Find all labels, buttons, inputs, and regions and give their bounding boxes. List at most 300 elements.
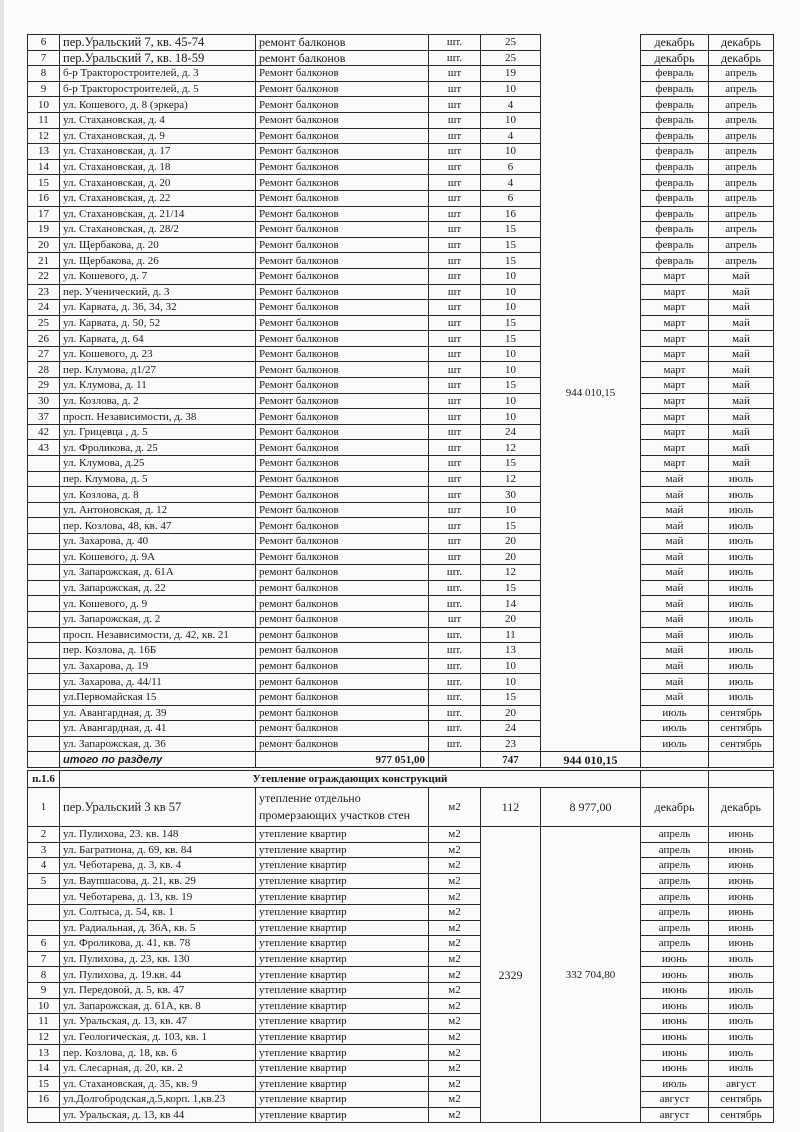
quantity-cell: 11 — [481, 627, 541, 643]
work-type-cell: утепление отдельно промерзающих участков стен — [256, 788, 429, 827]
quantity-cell: 10 — [481, 112, 541, 128]
end-month-cell: июнь — [709, 936, 774, 952]
address-cell: ул. Клумова, д.25 — [60, 456, 256, 472]
start-month-cell: февраль — [641, 97, 709, 113]
table-row — [28, 565, 774, 581]
table-row — [28, 858, 774, 874]
row-number: 26 — [28, 331, 60, 347]
start-month-cell: март — [641, 331, 709, 347]
unit-cell: шт — [429, 66, 481, 82]
work-type-cell: утепление квартир — [256, 842, 429, 858]
start-month-cell: апрель — [641, 858, 709, 874]
unit-cell: м2 — [429, 788, 481, 827]
quantity-cell: 20 — [481, 534, 541, 550]
end-month-cell: июль — [709, 998, 774, 1014]
start-month-cell: март — [641, 378, 709, 394]
unit-cell: шт — [429, 487, 481, 503]
table-row — [28, 936, 774, 952]
work-type-cell: Ремонт балконов — [256, 331, 429, 347]
row-number: 23 — [28, 284, 60, 300]
end-month-cell: май — [709, 378, 774, 394]
table-row — [28, 81, 774, 97]
address-cell: пер.Уральский 7, кв. 18-59 — [60, 50, 256, 66]
start-month-cell: июль — [641, 721, 709, 737]
balcony-repair-table — [27, 34, 774, 768]
start-month-cell: август — [641, 1092, 709, 1108]
table-row — [28, 580, 774, 596]
row-number: 1 — [28, 788, 60, 827]
row-number — [28, 456, 60, 472]
total-amount: 944 010,15 — [541, 752, 641, 768]
end-month-cell: июль — [709, 565, 774, 581]
end-month-cell: июнь — [709, 827, 774, 843]
end-month-cell: июнь — [709, 842, 774, 858]
address-cell: пер. Козлова, д. 18, кв. 6 — [60, 1045, 256, 1061]
work-type-cell: Ремонт балконов — [256, 284, 429, 300]
quantity-cell: 15 — [481, 378, 541, 394]
work-type-cell: Ремонт балконов — [256, 409, 429, 425]
table-row — [28, 1092, 774, 1108]
end-month-cell: июль — [709, 611, 774, 627]
unit-cell: шт. — [429, 705, 481, 721]
row-number — [28, 549, 60, 565]
address-cell: ул. Чеботарева, д. 3, кв. 4 — [60, 858, 256, 874]
unit-cell: шт — [429, 440, 481, 456]
end-month-cell: июль — [709, 502, 774, 518]
unit-cell: шт — [429, 346, 481, 362]
unit-cell: шт — [429, 518, 481, 534]
address-cell: ул. Щербакова, д. 20 — [60, 237, 256, 253]
table-row — [28, 705, 774, 721]
work-type-cell: утепление квартир — [256, 858, 429, 874]
unit-cell: шт. — [429, 50, 481, 66]
section-title: Утепление ограждающих конструкций — [60, 771, 641, 788]
unit-cell: шт — [429, 409, 481, 425]
merged-amount-cell: 944 010,15 — [541, 35, 641, 752]
start-month-cell: май — [641, 627, 709, 643]
address-cell: ул. Слесарная, д. 20, кв. 2 — [60, 1060, 256, 1076]
empty-cell — [429, 752, 481, 768]
row-number — [28, 487, 60, 503]
start-month-cell: май — [641, 611, 709, 627]
table-row — [28, 842, 774, 858]
address-cell: ул. Авангардная, д. 39 — [60, 705, 256, 721]
row-number — [28, 643, 60, 659]
work-type-cell: Ремонт балконов — [256, 456, 429, 472]
start-month-cell: июнь — [641, 967, 709, 983]
unit-cell: шт. — [429, 643, 481, 659]
row-number: 30 — [28, 393, 60, 409]
address-cell: пер. Козлова, 48, кв. 47 — [60, 518, 256, 534]
work-type-cell: Ремонт балконов — [256, 175, 429, 191]
address-cell: ул. Уральская, д. 13, кв 44 — [60, 1107, 256, 1123]
start-month-cell: май — [641, 689, 709, 705]
table-row — [28, 518, 774, 534]
quantity-cell: 4 — [481, 97, 541, 113]
start-month-cell: май — [641, 674, 709, 690]
start-month-cell: июнь — [641, 982, 709, 998]
section-total-row — [28, 752, 774, 768]
row-number: 7 — [28, 951, 60, 967]
table-row — [28, 456, 774, 472]
end-month-cell: июль — [709, 518, 774, 534]
quantity-cell: 12 — [481, 440, 541, 456]
end-month-cell: июль — [709, 1029, 774, 1045]
row-number: 24 — [28, 300, 60, 316]
table-row — [28, 1107, 774, 1123]
work-type-cell: утепление квартир — [256, 1092, 429, 1108]
quantity-cell: 15 — [481, 580, 541, 596]
unit-cell: м2 — [429, 1060, 481, 1076]
work-type-cell: Ремонт балконов — [256, 315, 429, 331]
end-month-cell: июль — [709, 580, 774, 596]
empty-cell — [641, 752, 709, 768]
table-row — [28, 440, 774, 456]
start-month-cell: июль — [641, 705, 709, 721]
row-number: 37 — [28, 409, 60, 425]
table-row — [28, 1076, 774, 1092]
unit-cell: шт — [429, 611, 481, 627]
table-row — [28, 951, 774, 967]
end-month-cell: сентябрь — [709, 1107, 774, 1123]
address-cell: ул. Стахановская, д. 17 — [60, 144, 256, 160]
start-month-cell: апрель — [641, 936, 709, 952]
end-month-cell: май — [709, 331, 774, 347]
end-month-cell: декабрь — [709, 50, 774, 66]
start-month-cell: февраль — [641, 175, 709, 191]
unit-cell: м2 — [429, 920, 481, 936]
unit-cell: шт — [429, 175, 481, 191]
start-month-cell: август — [641, 1107, 709, 1123]
quantity-cell: 10 — [481, 674, 541, 690]
address-cell: ул. Пулихова, д. 23, кв. 130 — [60, 951, 256, 967]
unit-cell: м2 — [429, 982, 481, 998]
row-number — [28, 1107, 60, 1123]
table-row — [28, 658, 774, 674]
row-number: 10 — [28, 97, 60, 113]
start-month-cell: март — [641, 315, 709, 331]
end-month-cell: апрель — [709, 253, 774, 269]
quantity-cell: 10 — [481, 144, 541, 160]
start-month-cell: март — [641, 409, 709, 425]
quantity-cell: 14 — [481, 596, 541, 612]
start-month-cell: апрель — [641, 904, 709, 920]
unit-cell: м2 — [429, 1045, 481, 1061]
table-row — [28, 549, 774, 565]
work-type-cell: Ремонт балконов — [256, 518, 429, 534]
work-type-cell: ремонт балконов — [256, 627, 429, 643]
start-month-cell: март — [641, 268, 709, 284]
table-row — [28, 904, 774, 920]
row-number — [28, 689, 60, 705]
table-row — [28, 393, 774, 409]
address-cell: пер. Клумова, д1/27 — [60, 362, 256, 378]
end-month-cell: сентябрь — [709, 721, 774, 737]
work-type-cell: Ремонт балконов — [256, 206, 429, 222]
end-month-cell: май — [709, 284, 774, 300]
address-cell: ул. Карвата, д. 36, 34, 32 — [60, 300, 256, 316]
address-cell: ул. Стахановская, д. 9 — [60, 128, 256, 144]
table-row — [28, 596, 774, 612]
address-cell: ул. Кошевого, д. 9 — [60, 596, 256, 612]
start-month-cell: февраль — [641, 206, 709, 222]
table-row — [28, 253, 774, 269]
unit-cell: шт — [429, 300, 481, 316]
unit-cell: шт — [429, 112, 481, 128]
end-month-cell: июль — [709, 689, 774, 705]
quantity-cell: 12 — [481, 565, 541, 581]
start-month-cell: май — [641, 487, 709, 503]
work-type-cell: утепление квартир — [256, 1045, 429, 1061]
work-type-cell: Ремонт балконов — [256, 128, 429, 144]
start-month-cell: май — [641, 643, 709, 659]
end-month-cell: июль — [709, 1060, 774, 1076]
work-type-cell: утепление квартир — [256, 1107, 429, 1123]
end-month-cell: июль — [709, 658, 774, 674]
address-cell: ул. Захарова, д. 19 — [60, 658, 256, 674]
address-cell: ул. Фроликова, д. 41, кв. 78 — [60, 936, 256, 952]
end-month-cell: июнь — [709, 873, 774, 889]
table-row — [28, 827, 774, 843]
address-cell: ул. Козлова, д. 2 — [60, 393, 256, 409]
unit-cell: м2 — [429, 1029, 481, 1045]
work-type-cell: утепление квартир — [256, 967, 429, 983]
row-number — [28, 904, 60, 920]
table-row — [28, 643, 774, 659]
unit-cell: м2 — [429, 827, 481, 843]
end-month-cell: июль — [709, 596, 774, 612]
work-type-cell: Ремонт балконов — [256, 222, 429, 238]
row-number: 16 — [28, 1092, 60, 1108]
row-number: 6 — [28, 35, 60, 51]
address-cell: ул. Ваупшасова, д. 21, кв. 29 — [60, 873, 256, 889]
start-month-cell: февраль — [641, 253, 709, 269]
table-row — [28, 471, 774, 487]
row-number: 8 — [28, 967, 60, 983]
unit-cell: шт — [429, 159, 481, 175]
work-type-cell: Ремонт балконов — [256, 502, 429, 518]
work-type-cell: ремонт балконов — [256, 580, 429, 596]
address-cell: ул. Клумова, д. 11 — [60, 378, 256, 394]
unit-cell: м2 — [429, 1107, 481, 1123]
table-row — [28, 689, 774, 705]
end-month-cell: июль — [709, 674, 774, 690]
start-month-cell: март — [641, 456, 709, 472]
unit-cell: м2 — [429, 967, 481, 983]
end-month-cell: май — [709, 300, 774, 316]
row-number: 19 — [28, 222, 60, 238]
quantity-cell: 6 — [481, 159, 541, 175]
unit-cell: шт. — [429, 596, 481, 612]
unit-cell: шт. — [429, 736, 481, 752]
table-row — [28, 736, 774, 752]
table-row — [28, 190, 774, 206]
start-month-cell: декабрь — [641, 35, 709, 51]
start-month-cell: май — [641, 502, 709, 518]
start-month-cell: март — [641, 346, 709, 362]
table-row — [28, 889, 774, 905]
quantity-cell: 24 — [481, 424, 541, 440]
table-row — [28, 112, 774, 128]
quantity-cell: 15 — [481, 689, 541, 705]
address-cell: ул. Захарова, д. 44/11 — [60, 674, 256, 690]
end-month-cell: сентябрь — [709, 1092, 774, 1108]
table-row — [28, 534, 774, 550]
quantity-cell: 20 — [481, 705, 541, 721]
address-cell: ул. Антоновская, д. 12 — [60, 502, 256, 518]
row-number: 11 — [28, 1014, 60, 1030]
row-number: 14 — [28, 159, 60, 175]
end-month-cell: декабрь — [709, 35, 774, 51]
amount-cell: 8 977,00 — [541, 788, 641, 827]
work-type-cell: Ремонт балконов — [256, 144, 429, 160]
end-month-cell: июль — [709, 643, 774, 659]
start-month-cell: апрель — [641, 827, 709, 843]
quantity-cell: 10 — [481, 502, 541, 518]
row-number: 21 — [28, 253, 60, 269]
start-month-cell: март — [641, 300, 709, 316]
row-number: 4 — [28, 858, 60, 874]
end-month-cell: июль — [709, 1014, 774, 1030]
scan-edge — [0, 0, 4, 1132]
table-row — [28, 378, 774, 394]
quantity-cell: 10 — [481, 300, 541, 316]
unit-cell: м2 — [429, 842, 481, 858]
unit-cell: шт — [429, 378, 481, 394]
unit-cell: шт. — [429, 565, 481, 581]
row-number: 42 — [28, 424, 60, 440]
address-cell: ул. Кошевого, д. 9А — [60, 549, 256, 565]
work-type-cell: Ремонт балконов — [256, 253, 429, 269]
work-type-cell: ремонт балконов — [256, 674, 429, 690]
address-cell: ул. Карвата, д. 64 — [60, 331, 256, 347]
end-month-cell: май — [709, 440, 774, 456]
quantity-cell: 10 — [481, 362, 541, 378]
unit-cell: шт — [429, 456, 481, 472]
table-row — [28, 502, 774, 518]
table-row — [28, 66, 774, 82]
unit-cell: шт — [429, 81, 481, 97]
start-month-cell: апрель — [641, 889, 709, 905]
row-number — [28, 596, 60, 612]
total-sum: 977 051,00 — [256, 752, 429, 768]
work-type-cell: Ремонт балконов — [256, 440, 429, 456]
end-month-cell: июль — [709, 471, 774, 487]
quantity-cell: 24 — [481, 721, 541, 737]
quantity-cell: 10 — [481, 658, 541, 674]
work-type-cell: Ремонт балконов — [256, 81, 429, 97]
work-type-cell: Ремонт балконов — [256, 378, 429, 394]
address-cell: ул. Стахановская, д. 20 — [60, 175, 256, 191]
unit-cell: шт — [429, 393, 481, 409]
quantity-cell: 10 — [481, 268, 541, 284]
unit-cell: шт — [429, 268, 481, 284]
start-month-cell: май — [641, 658, 709, 674]
address-cell: ул. Стахановская, д. 22 — [60, 190, 256, 206]
unit-cell: м2 — [429, 904, 481, 920]
unit-cell: шт. — [429, 721, 481, 737]
row-number: 10 — [28, 998, 60, 1014]
unit-cell: шт — [429, 128, 481, 144]
start-month-cell: май — [641, 549, 709, 565]
start-month-cell: июнь — [641, 1029, 709, 1045]
row-number: 13 — [28, 144, 60, 160]
end-month-cell: июль — [709, 1045, 774, 1061]
row-number — [28, 721, 60, 737]
table-row — [28, 206, 774, 222]
start-month-cell: май — [641, 471, 709, 487]
unit-cell: м2 — [429, 951, 481, 967]
quantity-cell: 20 — [481, 611, 541, 627]
start-month-cell: июнь — [641, 998, 709, 1014]
table-row — [28, 128, 774, 144]
address-cell: просп. Независимости, д. 38 — [60, 409, 256, 425]
end-month-cell: май — [709, 424, 774, 440]
work-type-cell: ремонт балконов — [256, 721, 429, 737]
table-row — [28, 237, 774, 253]
table-row — [28, 1029, 774, 1045]
table-row — [28, 300, 774, 316]
end-month-cell: апрель — [709, 128, 774, 144]
start-month-cell: февраль — [641, 159, 709, 175]
address-cell: ул. Солтыса, д. 54, кв. 1 — [60, 904, 256, 920]
total-label: итого по разделу — [60, 752, 256, 768]
end-month-cell: июль — [709, 534, 774, 550]
work-type-cell: утепление квартир — [256, 1029, 429, 1045]
table-row — [28, 788, 774, 827]
quantity-cell: 30 — [481, 487, 541, 503]
end-month-cell: май — [709, 315, 774, 331]
address-cell: ул. Стахановская, д. 35, кв. 9 — [60, 1076, 256, 1092]
work-type-cell: Ремонт балконов — [256, 190, 429, 206]
work-type-cell: ремонт балконов — [256, 596, 429, 612]
table-row — [28, 50, 774, 66]
row-number: 29 — [28, 378, 60, 394]
start-month-cell: февраль — [641, 190, 709, 206]
end-month-cell: декабрь — [709, 788, 774, 827]
table-row — [28, 674, 774, 690]
end-month-cell: сентябрь — [709, 736, 774, 752]
work-type-cell: Ремонт балконов — [256, 159, 429, 175]
section-header-row — [28, 771, 774, 788]
unit-cell: шт — [429, 315, 481, 331]
row-number: 28 — [28, 362, 60, 378]
start-month-cell: май — [641, 580, 709, 596]
row-number: 3 — [28, 842, 60, 858]
row-number: 12 — [28, 1029, 60, 1045]
quantity-cell: 25 — [481, 35, 541, 51]
row-number: 12 — [28, 128, 60, 144]
unit-cell: шт — [429, 502, 481, 518]
start-month-cell: февраль — [641, 128, 709, 144]
address-cell: ул. Стахановская, д. 21/14 — [60, 206, 256, 222]
address-cell: ул. Багратиона, д. 69, кв. 84 — [60, 842, 256, 858]
quantity-cell: 10 — [481, 346, 541, 362]
unit-cell: шт — [429, 206, 481, 222]
unit-cell: шт — [429, 253, 481, 269]
quantity-cell: 15 — [481, 456, 541, 472]
address-cell: ул. Запарожская, д. 22 — [60, 580, 256, 596]
end-month-cell: май — [709, 362, 774, 378]
work-type-cell: утепление квартир — [256, 920, 429, 936]
row-number — [28, 705, 60, 721]
unit-cell: шт. — [429, 689, 481, 705]
address-cell: ул. Геологическая, д. 103, кв. 1 — [60, 1029, 256, 1045]
quantity-cell: 15 — [481, 237, 541, 253]
unit-cell: шт. — [429, 35, 481, 51]
work-type-cell: ремонт балконов — [256, 643, 429, 659]
start-month-cell: февраль — [641, 144, 709, 160]
